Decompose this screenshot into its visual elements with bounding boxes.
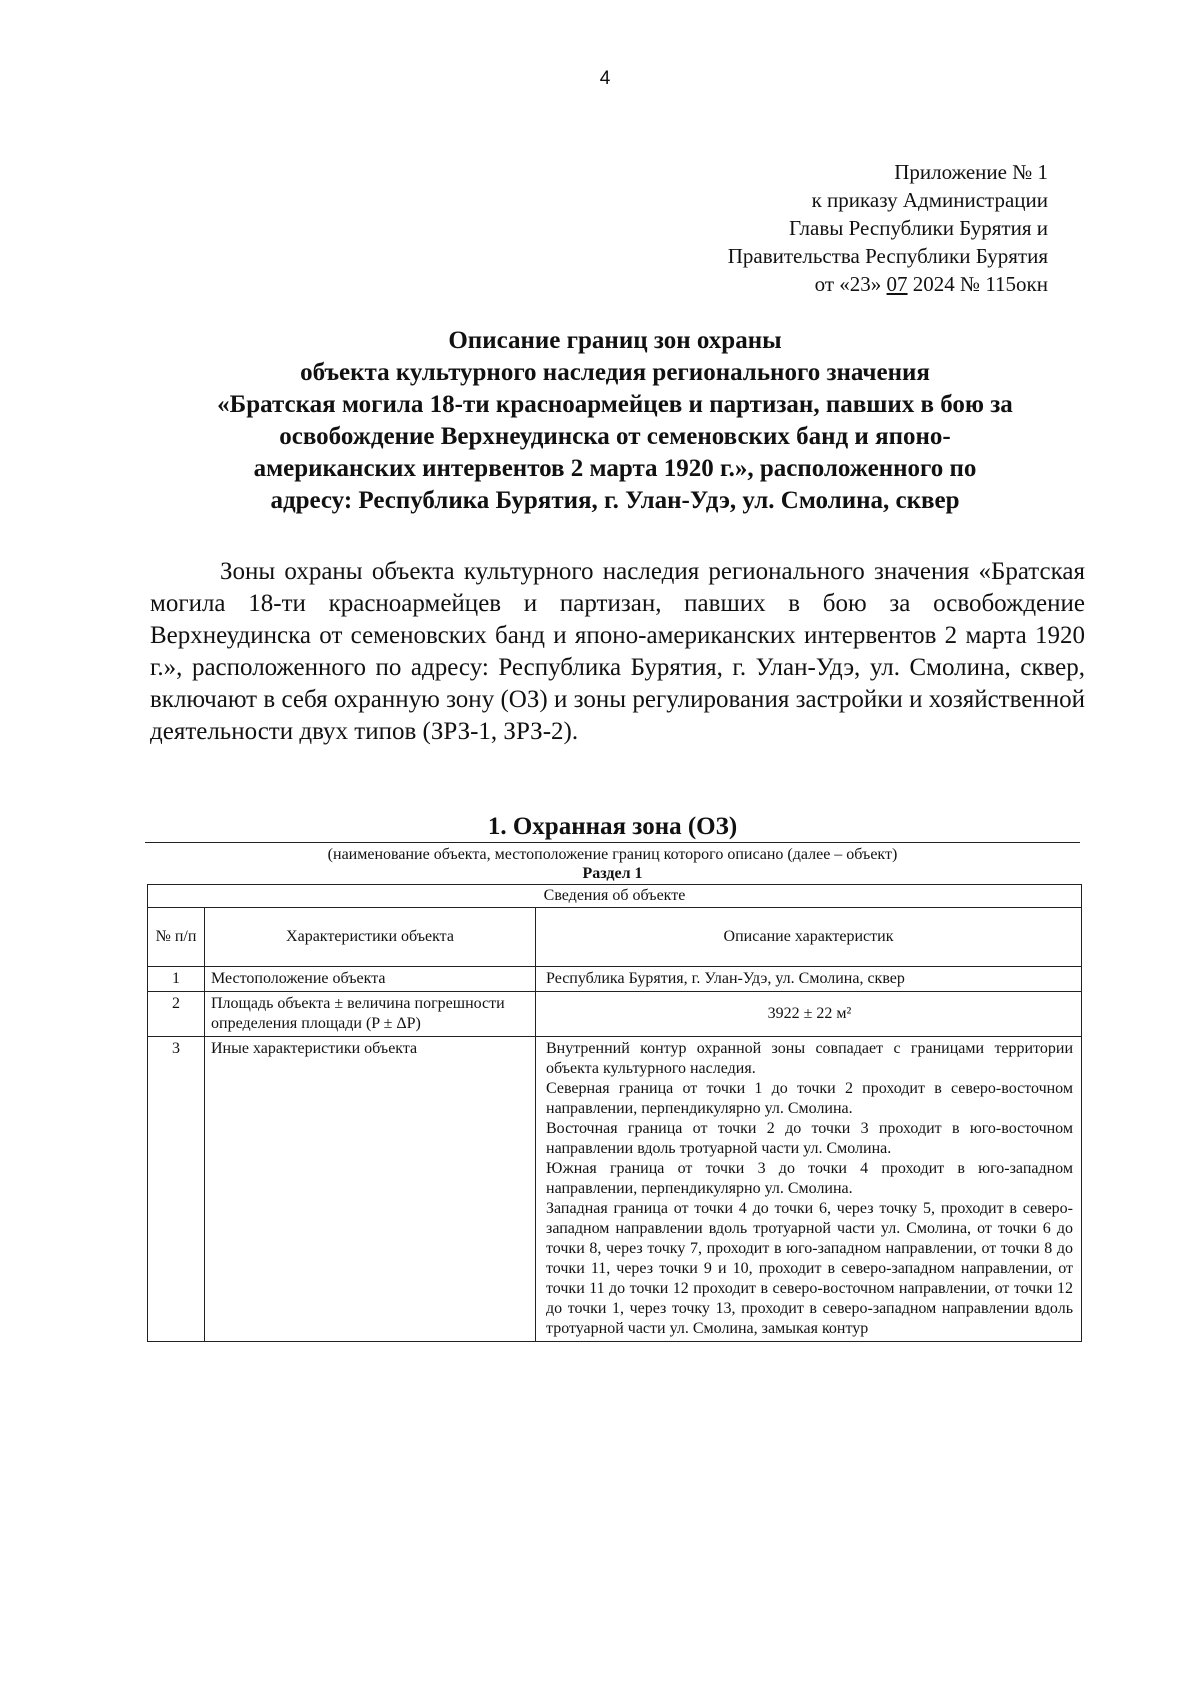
section-caption: (наименование объекта, местоположение границ которого описано (далее – объект) <box>327 846 898 863</box>
row-num: 2 <box>148 992 205 1037</box>
document-title <box>140 325 1090 517</box>
appendix-date-month: 07 <box>886 272 908 296</box>
table-row <box>148 992 1082 1037</box>
row-desc: 3922 ± 22 м² <box>536 992 1082 1037</box>
table-header-row <box>148 908 1082 967</box>
razdel-label: Раздел 1 <box>582 865 643 882</box>
appendix-line: к приказу Администрации <box>811 188 1048 212</box>
table-row <box>148 967 1082 992</box>
row-char: Иные характеристики объекта <box>205 1037 536 1342</box>
row-num: 3 <box>148 1037 205 1342</box>
appendix-date <box>728 270 1048 298</box>
row-desc <box>536 1037 1082 1342</box>
section-underline <box>145 842 1080 843</box>
header-desc: Описание характеристик <box>536 908 1082 967</box>
title-line: американских интервентов 2 марта 1920 г.», расположенного по <box>253 455 977 482</box>
appendix-line: Приложение № 1 <box>894 160 1048 184</box>
title-line: адресу: Республика Бурятия, г. Улан-Удэ, ул. Смолина, сквер <box>270 487 960 514</box>
row-char: Площадь объекта ± величина погрешности определения площади (P ± ΔP) <box>205 992 536 1037</box>
object-info-table <box>147 884 1082 1342</box>
intro-paragraph: Зоны охраны объекта культурного наследия регионального значения «Братская могила 18-ти красноармейцев и партизан, павших в бою за освобождение Верхнеудинска от семеновских банд и японо-американских интервентов 2 марта 1920 г.», расположенного по адресу: Республика Бурятия, г. Улан-Удэ, ул. Смолина, сквер, включают в себя охранную зону (ОЗ) и зоны регулирования застройки и хозяйственной деятельности двух типов (ЗРЗ-1, ЗРЗ-2). <box>150 558 1085 745</box>
row-desc: Республика Бурятия, г. Улан-Удэ, ул. Смолина, сквер <box>536 967 1082 992</box>
page-number: 4 <box>599 68 611 89</box>
appendix-line: Главы Республики Бурятия и <box>789 216 1048 240</box>
row-num: 1 <box>148 967 205 992</box>
title-line: Описание границ зон охраны <box>448 327 782 354</box>
title-line: «Братская могила 18-ти красноармейцев и партизан, павших в бою за <box>217 391 1013 418</box>
appendix-line: Правительства Республики Бурятия <box>727 244 1048 268</box>
desc-paragraph: Южная граница от точки 3 до точки 4 проходит в юго-западном направлении, перпендикулярно ул. Смолина. <box>546 1160 1073 1197</box>
desc-paragraph: Северная граница от точки 1 до точки 2 проходит в северо-восточном направлении, перпендикулярно ул. Смолина. <box>546 1080 1073 1117</box>
table-row <box>148 1037 1082 1342</box>
appendix-date-prefix: от «23» <box>814 272 882 296</box>
table-caption: Сведения об объекте <box>148 885 1082 908</box>
desc-paragraph: Западная граница от точки 4 до точки 6, через точку 5, проходит в северо-западном направлении вдоль тротуарной части ул. Смолина, от точки 6 до точки 8, через точку 7, проходит в юго-западном направлении, от точки 8 до точки 11, через точки 9 и 10, проходит в северо-западном направлении, от точки 11 до точки 12 проходит в северо-восточном направлении, от точки 12 до точки 1, через точку 13, проходит в северо-западном направлении вдоль тротуарной части ул. Смолина, замыкая контур <box>546 1200 1073 1337</box>
row-char: Местоположение объекта <box>205 967 536 992</box>
desc-paragraph: Внутренний контур охранной зоны совпадает с границами территории объекта культурного наследия. <box>546 1040 1073 1077</box>
table-caption-row <box>148 885 1082 908</box>
desc-paragraph: Восточная граница от точки 2 до точки 3 проходит в юго-восточном направлении вдоль тротуарной части ул. Смолина. <box>546 1120 1073 1157</box>
header-char: Характеристики объекта <box>205 908 536 967</box>
header-num: № п/п <box>148 908 205 967</box>
section-title: 1. Охранная зона (ОЗ) <box>487 813 738 840</box>
appendix-date-suffix: 2024 № 115окн <box>912 272 1048 296</box>
title-line: освобождение Верхнеудинска от семеновских банд и японо- <box>279 423 951 450</box>
title-line: объекта культурного наследия регионального значения <box>300 359 930 386</box>
appendix-block <box>728 158 1048 298</box>
